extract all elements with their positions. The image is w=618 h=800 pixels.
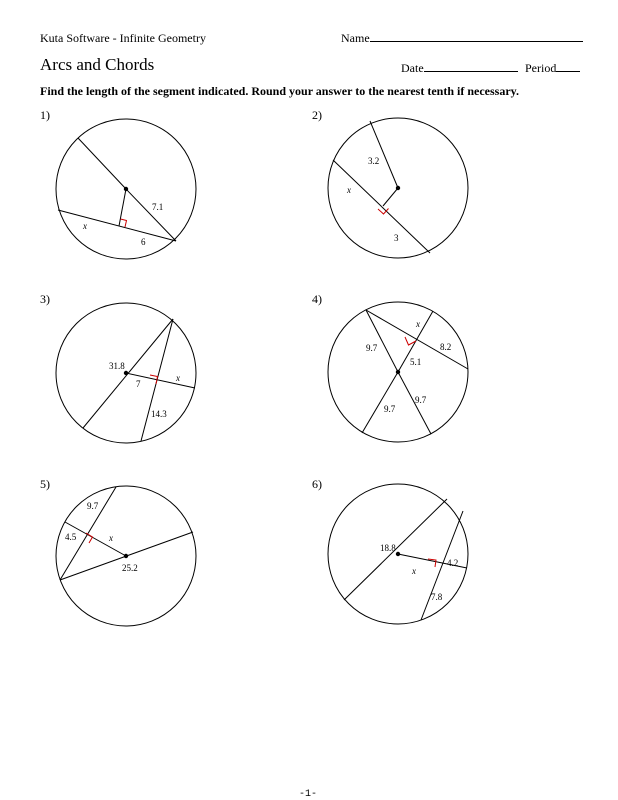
label-3-a: 31.8 <box>109 361 125 371</box>
page-number: -1- <box>299 789 318 800</box>
problem-number-4: 4) <box>312 292 322 306</box>
problem-number-1: 1) <box>40 108 50 122</box>
problem-number-2: 2) <box>312 108 322 122</box>
label-3-b: 7 <box>136 379 141 389</box>
center-point-6 <box>396 552 400 556</box>
label-4-b: 9.7 <box>366 343 378 353</box>
page-title: Arcs and Chords <box>40 55 155 74</box>
label-5-d: 25.2 <box>122 563 138 573</box>
name-label: Name <box>341 31 370 45</box>
label-4-f: 9.7 <box>384 404 396 414</box>
label-2-c: 3 <box>394 233 399 243</box>
label-4-d: 5.1 <box>410 357 422 367</box>
label-1-a: 7.1 <box>152 202 164 212</box>
label-4-e: 9.7 <box>415 395 427 405</box>
label-5-c: x <box>109 533 113 543</box>
label-6-a: 18.8 <box>380 543 396 553</box>
label-3-c: x <box>176 373 180 383</box>
period-label: Period <box>525 61 557 75</box>
label-4-a: x <box>416 319 420 329</box>
label-1-b: x <box>83 221 87 231</box>
label-2-a: 3.2 <box>368 156 380 166</box>
problem-number-5: 5) <box>40 477 50 491</box>
label-5-b: 4.5 <box>65 532 77 542</box>
date-label: Date <box>401 61 424 75</box>
label-3-d: 14.3 <box>151 409 167 419</box>
label-6-d: 7.8 <box>431 592 443 602</box>
problem-number-3: 3) <box>40 292 50 306</box>
label-4-c: 8.2 <box>440 342 452 352</box>
label-6-c: x <box>412 566 416 576</box>
instructions: Find the length of the segment indicated. Round your answer to the nearest tenth if necessary. <box>40 84 519 98</box>
problem-number-6: 6) <box>312 477 322 491</box>
label-6-b: 4.2 <box>447 558 459 568</box>
label-5-a: 9.7 <box>87 501 99 511</box>
label-1-c: 6 <box>141 237 146 247</box>
label-2-b: x <box>347 185 351 195</box>
publisher-label: Kuta Software - Infinite Geometry <box>40 31 206 45</box>
